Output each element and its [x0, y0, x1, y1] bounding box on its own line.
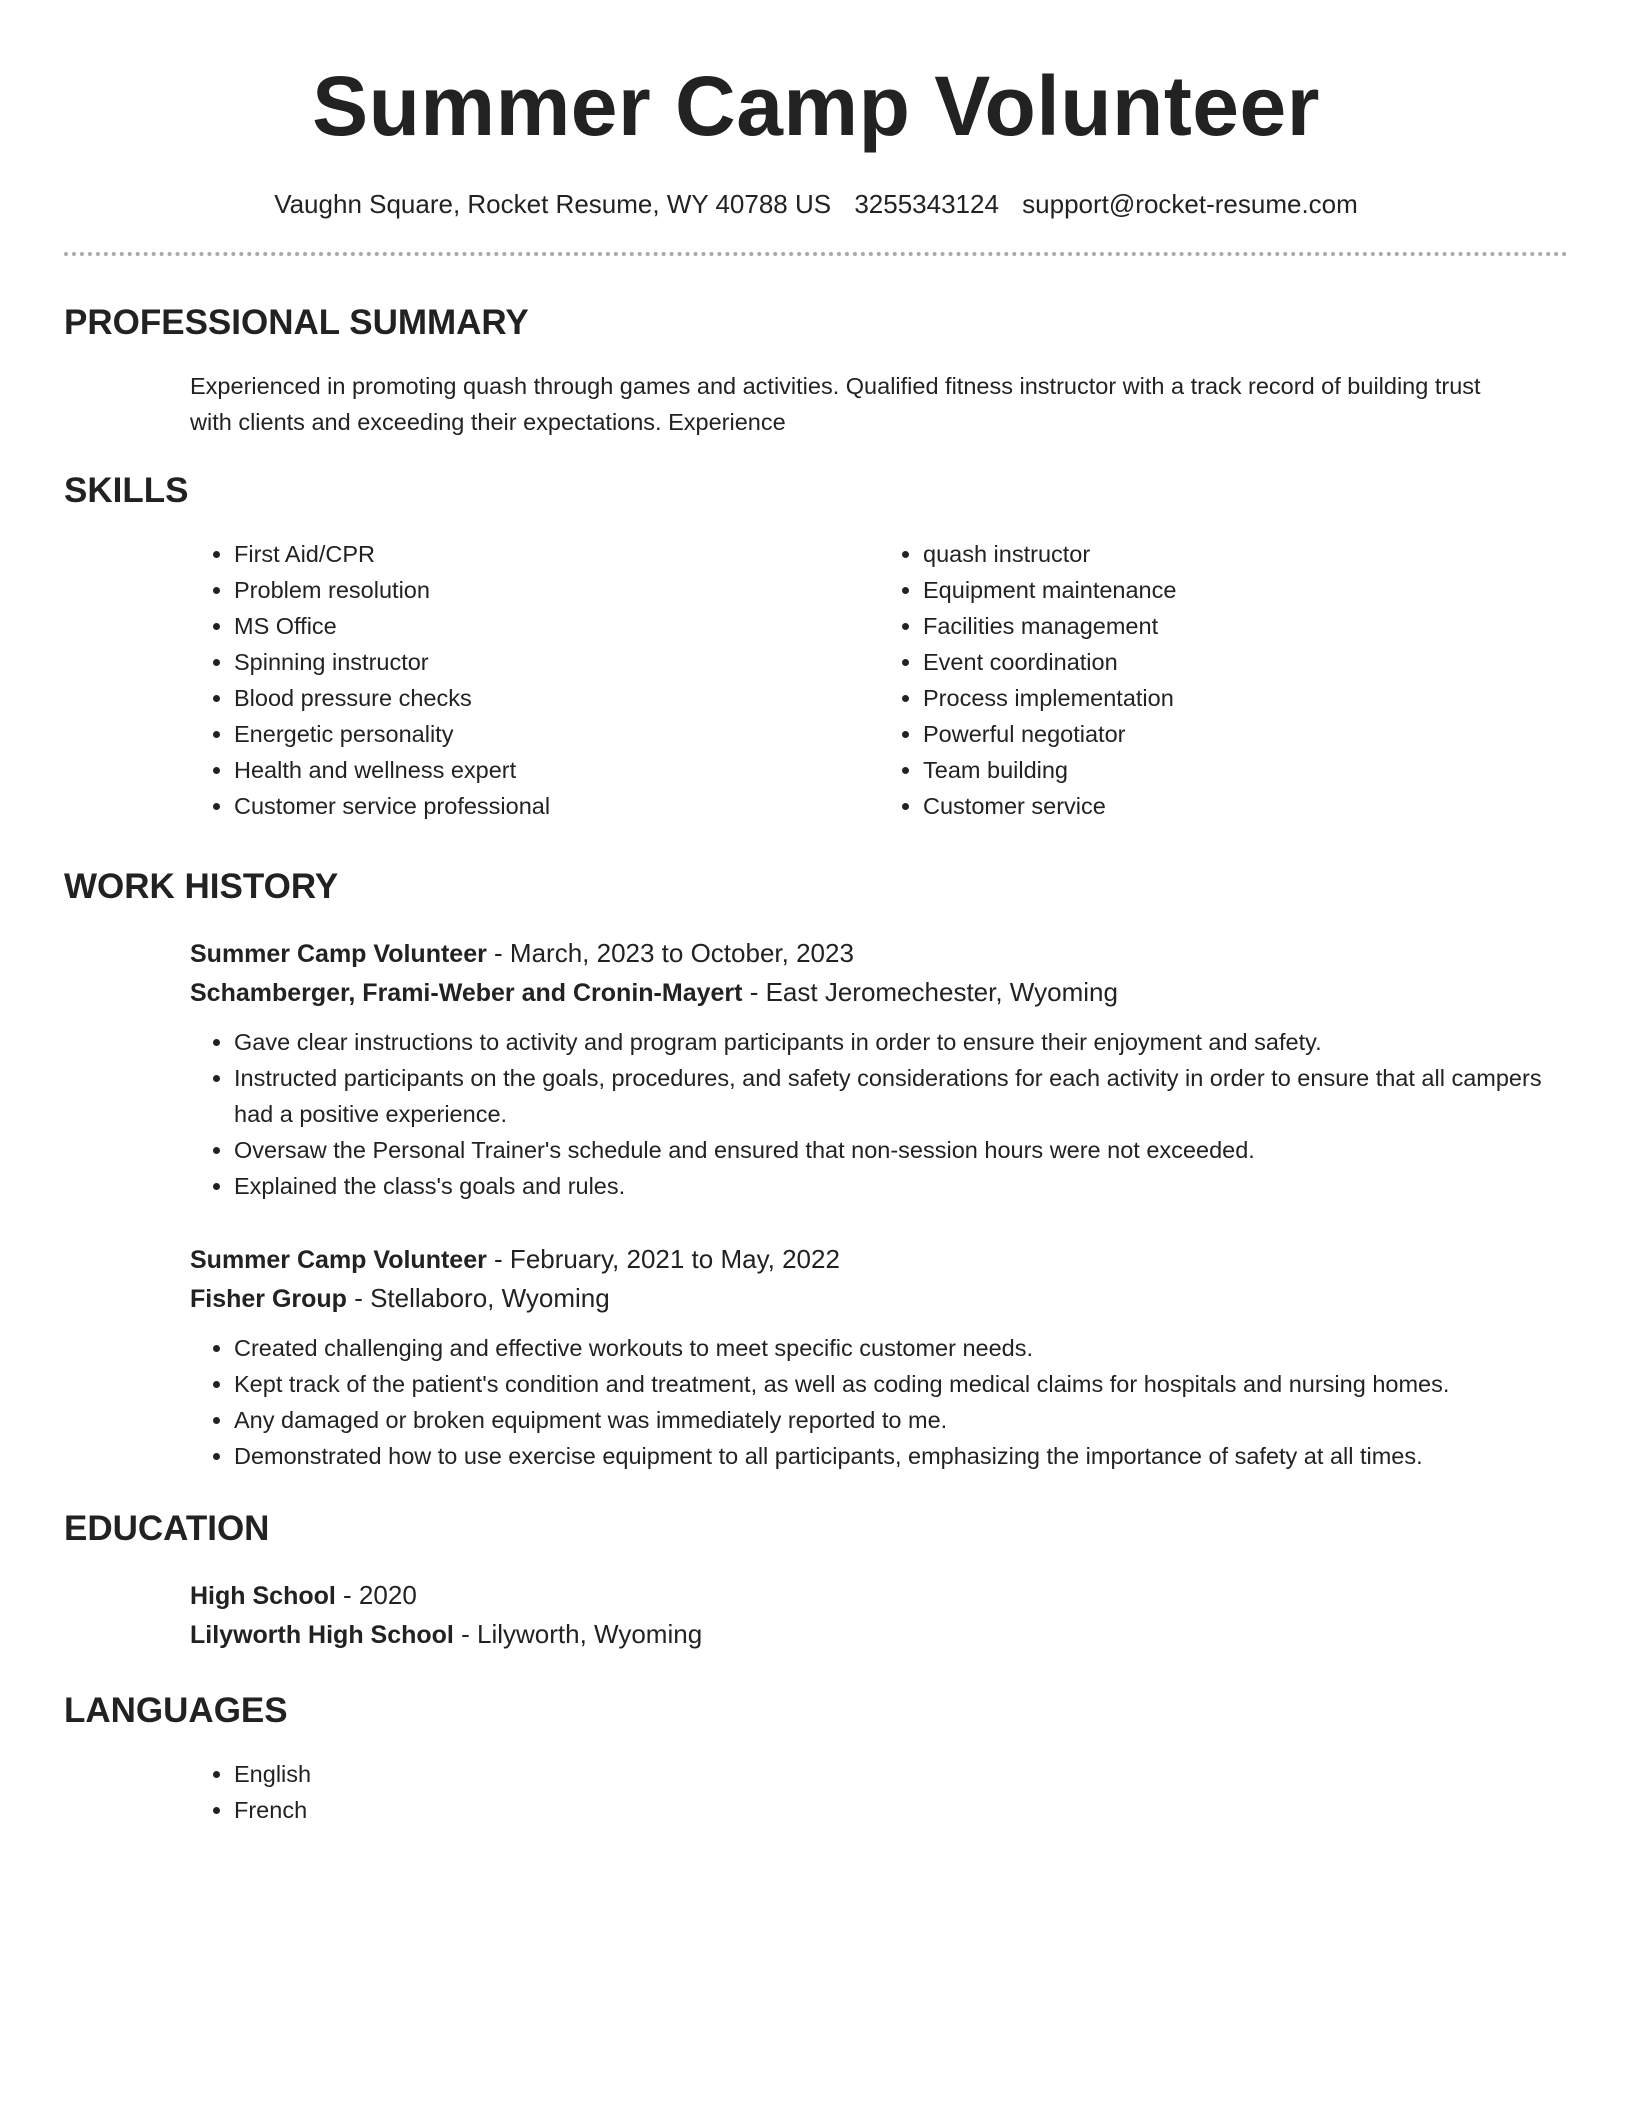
list-item: • First Aid/CPR [234, 536, 879, 572]
list-item: • Customer service professional [234, 788, 879, 824]
job-location: - East Jeromechester, Wyoming [742, 977, 1118, 1007]
languages-section [64, 1690, 1568, 1828]
list-item: • Problem resolution [234, 572, 879, 608]
languages-list-wrap [64, 1756, 1568, 1828]
list-item: • Kept track of the patient's condition and treatment, as well as coding medical claims for hospitals and nursing homes. [234, 1366, 1568, 1402]
contact-phone: 3255343124 [854, 189, 999, 219]
job-company-line [190, 1279, 1568, 1318]
contact-address: Vaughn Square, Rocket Resume, WY 40788 US [274, 189, 832, 219]
list-item: • Explained the class's goals and rules. [234, 1168, 1568, 1204]
work-history-heading: WORK HISTORY [64, 867, 339, 906]
degree-line [190, 1576, 1568, 1615]
degree: High School [190, 1582, 336, 1610]
job-company: Fisher Group [190, 1285, 347, 1313]
job-duties [190, 1024, 1568, 1204]
list-item: • Any damaged or broken equipment was immediately reported to me. [234, 1402, 1568, 1438]
job-dates: - February, 2021 to May, 2022 [486, 1244, 840, 1274]
skills-list-left [190, 536, 879, 824]
skills-columns [64, 536, 1568, 824]
job-location: - Stellaboro, Wyoming [346, 1283, 610, 1313]
list-item: • Facilities management [923, 608, 1568, 644]
list-item: • Blood pressure checks [234, 680, 879, 716]
education-entry [64, 1576, 1568, 1654]
summary-text: Experienced in promoting quash through games and activities. Qualified fitness instructor with a track record of building trust with clients and exceeding their expectations. Experience [190, 373, 1481, 435]
job-entry [64, 934, 1568, 1204]
work-history-section [64, 866, 1568, 1474]
languages-list [190, 1756, 1568, 1828]
list-item: • Powerful negotiator [923, 716, 1568, 752]
school-name: Lilyworth High School [190, 1621, 454, 1649]
resume-header [64, 0, 1568, 220]
school-location: - Lilyworth, Wyoming [453, 1619, 703, 1649]
list-item: • Spinning instructor [234, 644, 879, 680]
contact-email: support@rocket-resume.com [1022, 189, 1358, 219]
graduation-year: - 2020 [335, 1580, 417, 1610]
skills-heading: SKILLS [64, 471, 189, 510]
list-item: • Event coordination [923, 644, 1568, 680]
job-title-line [190, 1240, 1568, 1279]
contact-line [64, 188, 1568, 220]
skills-list-right [879, 536, 1568, 824]
job-title-line [190, 934, 1568, 973]
summary-section [64, 302, 1568, 440]
list-item: • English [234, 1756, 1568, 1792]
summary-heading: PROFESSIONAL SUMMARY [64, 303, 529, 342]
list-item: • MS Office [234, 608, 879, 644]
job-entry [64, 1240, 1568, 1474]
header-divider [64, 252, 1568, 256]
education-heading: EDUCATION [64, 1509, 270, 1548]
skills-section [64, 470, 1568, 824]
job-company-line [190, 973, 1568, 1012]
job-duties [190, 1330, 1568, 1474]
job-dates: - March, 2023 to October, 2023 [486, 938, 854, 968]
list-item: • Demonstrated how to use exercise equipment to all participants, emphasizing the importance of safety at all times. [234, 1438, 1568, 1474]
education-section [64, 1508, 1568, 1654]
list-item: • Instructed participants on the goals, procedures, and safety considerations for each activity in order to ensure that all campers had a positive experience. [234, 1060, 1568, 1132]
list-item: • Oversaw the Personal Trainer's schedule and ensured that non-session hours were not exceeded. [234, 1132, 1568, 1168]
list-item: • Process implementation [923, 680, 1568, 716]
candidate-name: Summer Camp Volunteer [312, 59, 1320, 153]
list-item: • French [234, 1792, 1568, 1828]
list-item: • Health and wellness expert [234, 752, 879, 788]
list-item: • Created challenging and effective workouts to meet specific customer needs. [234, 1330, 1568, 1366]
languages-heading: LANGUAGES [64, 1691, 288, 1730]
job-company: Schamberger, Frami-Weber and Cronin-Mayert [190, 979, 743, 1007]
list-item: • Equipment maintenance [923, 572, 1568, 608]
list-item: • Energetic personality [234, 716, 879, 752]
school-line [190, 1615, 1568, 1654]
job-title: Summer Camp Volunteer [190, 940, 487, 968]
list-item: • Gave clear instructions to activity and program participants in order to ensure their enjoyment and safety. [234, 1024, 1568, 1060]
list-item: • Team building [923, 752, 1568, 788]
job-title: Summer Camp Volunteer [190, 1246, 487, 1274]
list-item: • quash instructor [923, 536, 1568, 572]
list-item: • Customer service [923, 788, 1568, 824]
